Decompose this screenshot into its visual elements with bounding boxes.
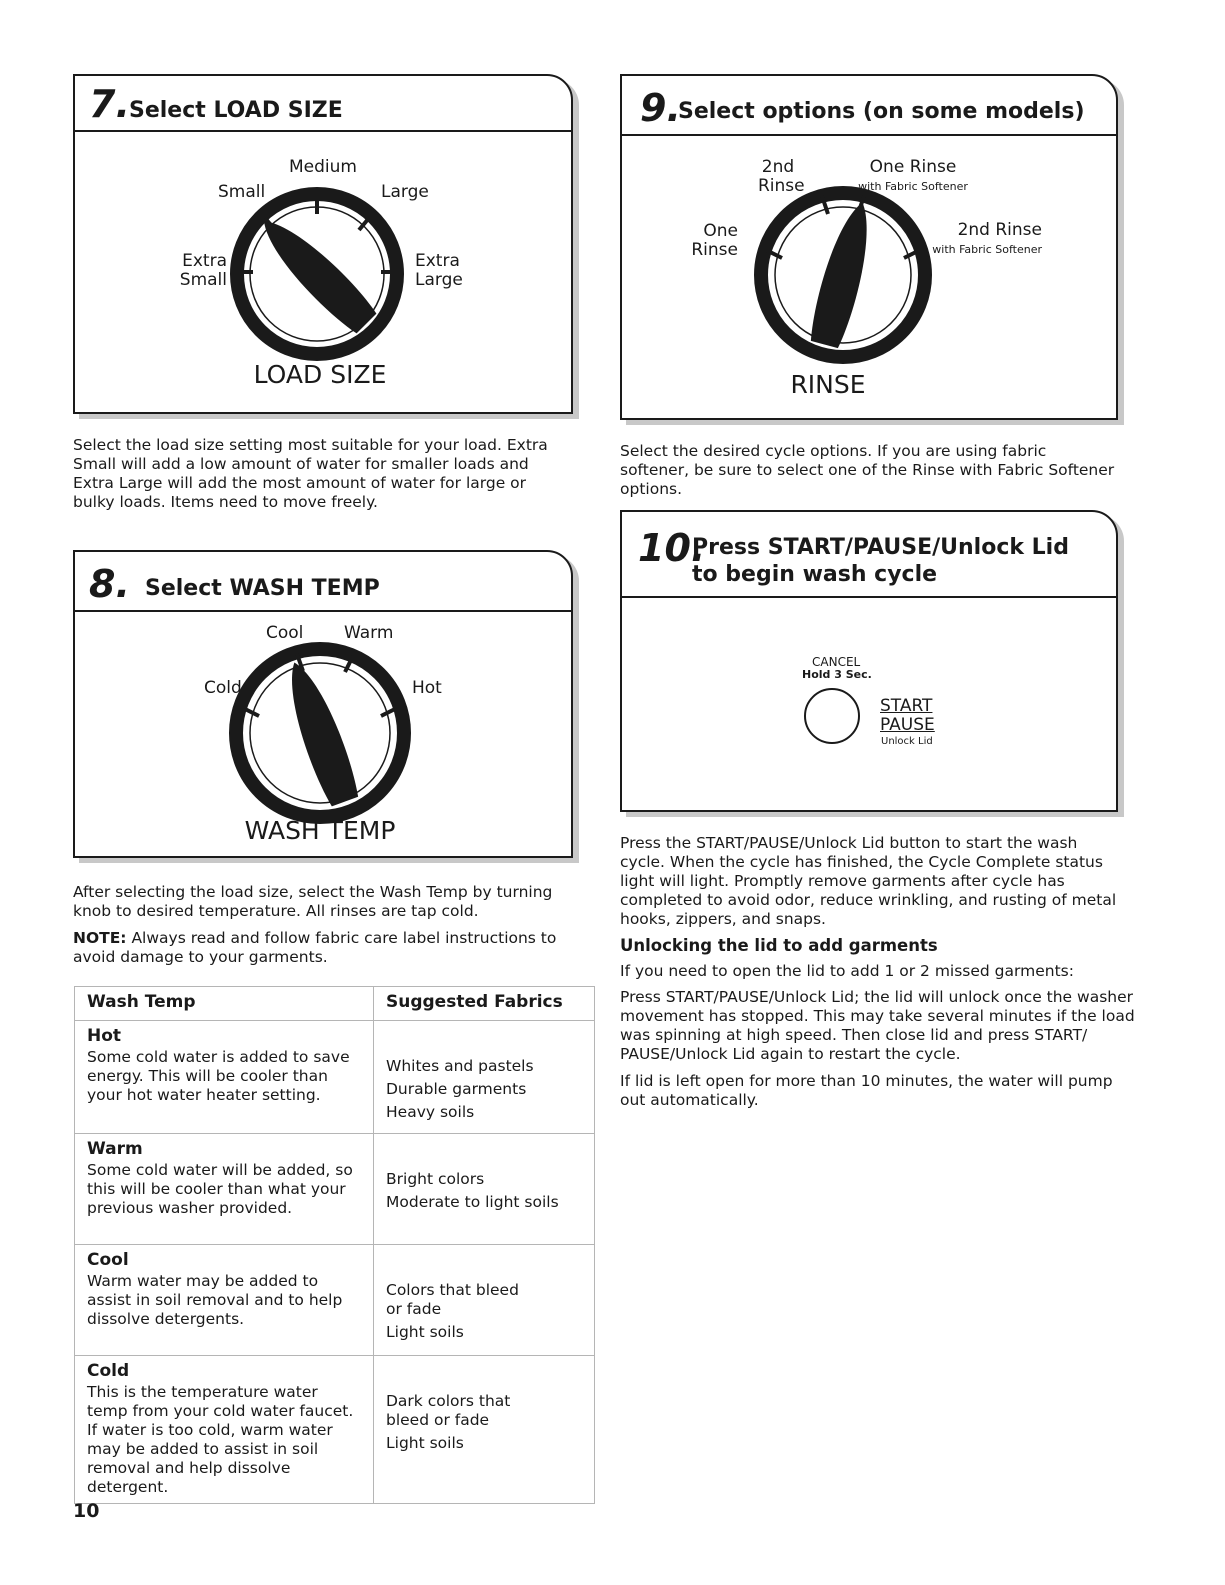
step-7-header [75, 76, 571, 132]
temp-desc: Warm water may be added to assist in soil removal and to help dissolve detergents. [87, 1272, 343, 1328]
start-pause-button[interactable] [804, 688, 860, 744]
label-extra-small: Extra Small [179, 251, 227, 290]
temp-desc: Some cold water will be added, so this will be cooler than what your previous washer provided. [87, 1161, 353, 1217]
temp-name: Cold [87, 1361, 130, 1381]
step-7-description: Select the load size setting most suitable for your load. Extra Small will add a low amount of water for smaller loads and Extra Large will add the most amount of water for large or bulky loads. Items need to move freely. [73, 436, 548, 511]
table-row [75, 1356, 595, 1504]
label-cold: Cold [204, 678, 242, 698]
step-8-header [75, 552, 571, 612]
label-2nd-rinse-fabric-softener: 2nd Rinse with Fabric Softener [932, 220, 1042, 256]
step-7-box [73, 74, 573, 414]
fabric-item: Dark colors that bleed or fade [386, 1392, 511, 1429]
header-wash-temp: Wash Temp [75, 987, 374, 1021]
step-9-description: Select the desired cycle options. If you are using fabric softener, be sure to select one of the Rinse with Fabric Softener options. [620, 442, 1115, 498]
temp-desc: This is the temperature water temp from your cold water faucet. If water is too cold, warm water may be added to assist in soil removal and help dissolve detergent. [87, 1383, 354, 1496]
step-9-header [622, 76, 1116, 136]
rinse-dial-icon [750, 182, 936, 368]
cancel-label: CANCEL [812, 655, 861, 669]
start-label: START [880, 696, 933, 716]
unlock-lid-label: Unlock Lid [881, 736, 933, 747]
step-8-note [73, 929, 563, 967]
header-suggested-fabrics: Suggested Fabrics [374, 987, 595, 1021]
step-8-number: 8. [89, 562, 130, 606]
wash-temp-caption: WASH TEMP [244, 816, 396, 845]
label-one-rinse: One Rinse [691, 221, 738, 260]
label-medium: Medium [289, 157, 357, 177]
note-label: NOTE: [73, 929, 127, 947]
step-10-title-line1: Press START/PAUSE/Unlock Lid [692, 535, 1069, 560]
step-9-number: 9. [640, 86, 681, 130]
note-text: Always read and follow fabric care label instructions to avoid damage to your garments. [73, 929, 557, 966]
fabric-item: Moderate to light soils [386, 1193, 559, 1211]
fabric-item: Bright colors [386, 1170, 485, 1188]
unlock-p1: If you need to open the lid to add 1 or 2 missed garments: [620, 962, 1074, 980]
fabric-item: Light soils [386, 1323, 464, 1341]
step-10-title-line2: to begin wash cycle [692, 562, 938, 587]
table-row [75, 1021, 595, 1134]
step-7-title: Select LOAD SIZE [129, 98, 343, 123]
label-small: Small [218, 182, 266, 202]
step-8-box [73, 550, 573, 858]
table-header-row [75, 987, 595, 1021]
load-size-dial-icon [227, 184, 407, 364]
temp-name: Warm [87, 1139, 143, 1159]
step-10-box [620, 510, 1118, 812]
temp-desc: Some cold water is added to save energy. This will be cooler than your hot water heater setting. [87, 1048, 350, 1104]
unlock-p2: Press START/PAUSE/Unlock Lid; the lid will unlock once the washer movement has stopped. This may take several minutes if the load was spinning at high speed. Then close lid and press START/ PAUSE/Unlock Lid again to restart the cycle. [620, 988, 1135, 1063]
step-7-number: 7. [89, 82, 130, 126]
label-warm: Warm [344, 623, 394, 643]
table-row [75, 1245, 595, 1356]
label-extra-large: Extra Large [415, 251, 463, 290]
label-hot: Hot [412, 678, 442, 698]
step-10-description: Press the START/PAUSE/Unlock Lid button to start the wash cycle. When the cycle has finished, the Cycle Complete status light will light. Promptly remove garments after cycle has completed to avoid odor, reduce wrinkling, and rusting of metal hooks, zippers, and snaps. [620, 834, 1117, 928]
temp-name: Cool [87, 1250, 129, 1270]
step-8-title: Select WASH TEMP [145, 576, 380, 601]
fabric-item: Light soils [386, 1434, 464, 1452]
step-9-title: Select options (on some models) [678, 99, 1085, 124]
table-row [75, 1134, 595, 1245]
pause-label: PAUSE [880, 715, 935, 735]
fabric-item: Heavy soils [386, 1103, 475, 1121]
temp-name: Hot [87, 1026, 122, 1046]
fabric-item: Whites and pastels [386, 1057, 534, 1075]
wash-temp-dial-icon [225, 638, 415, 828]
unlock-heading: Unlocking the lid to add garments [620, 936, 938, 955]
step-9-box [620, 74, 1118, 420]
label-one-rinse-fabric-softener: One Rinse with Fabric Softener [858, 157, 968, 193]
label-cool: Cool [266, 623, 304, 643]
hold-label: Hold 3 Sec. [802, 668, 872, 681]
page-number: 10 [73, 1500, 100, 1522]
fabric-item: Colors that bleed or fade [386, 1281, 519, 1318]
load-size-caption: LOAD SIZE [253, 360, 387, 389]
step-8-description: After selecting the load size, select the Wash Temp by turning knob to desired temperature. All rinses are tap cold. [73, 883, 553, 920]
step-10-header [622, 512, 1116, 598]
wash-temp-table [74, 986, 595, 1504]
step-10-number: 10. [638, 526, 706, 570]
label-large: Large [381, 182, 429, 202]
fabric-item: Durable garments [386, 1080, 527, 1098]
label-2nd-rinse: 2nd Rinse [758, 157, 805, 196]
rinse-caption: RINSE [790, 370, 866, 399]
unlock-p3: If lid is left open for more than 10 minutes, the water will pump out automatically. [620, 1072, 1113, 1109]
